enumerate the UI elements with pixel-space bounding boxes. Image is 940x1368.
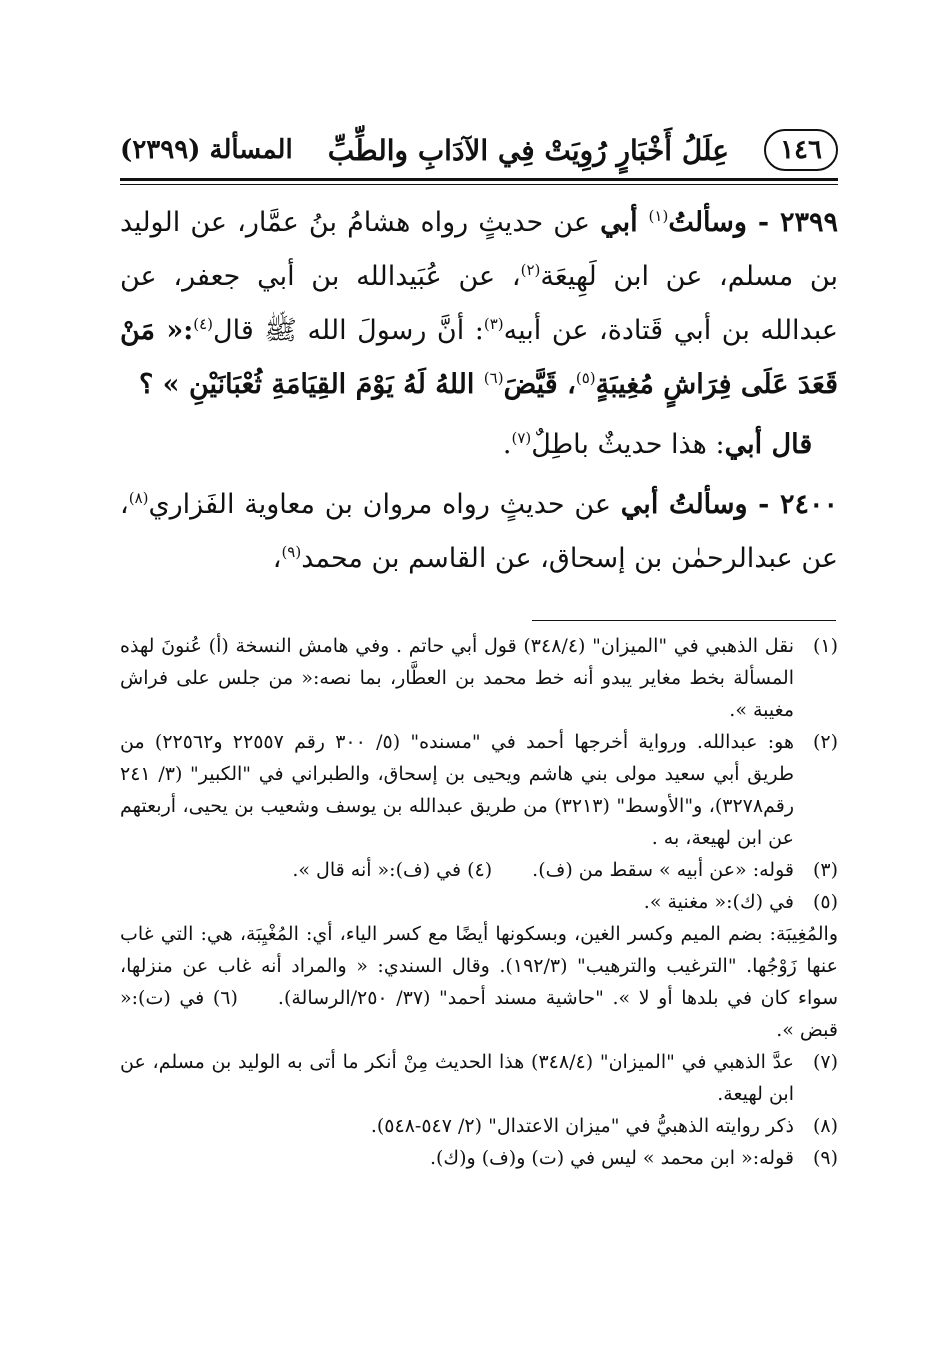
footnote-number: (٧)	[812, 1051, 838, 1073]
footnote-5-extra	[120, 918, 838, 1046]
hadith-text: ، قَيَّضَ	[503, 369, 576, 400]
entry-answer	[120, 418, 838, 472]
hadith-text: :« مَنْ قَعَدَ عَلَى فِرَاشٍ مُغِيبَةٍ	[120, 315, 838, 400]
footnote-text: والمُغِيبَة: بضم الميم وكسر الغين، وبسكونها أيضًا مع كسر الياء، أي: المُغْيِبَة، هي: التي غاب عنها زَوْجُها. "الترغيب والترهيب" (١٩٢/٣). وقال السندي: « والمراد أنه غاب عن منزلها، سواء كان في بلدها أو لا ». "حاشية مسند أحمد" (٣٧/ ٢٥٠/الرسالة).	[120, 923, 838, 1009]
answer-label: قال أبي	[724, 429, 813, 460]
footnotes	[120, 630, 838, 1174]
entry-text: ،	[272, 543, 282, 574]
answer-end: .	[502, 429, 512, 460]
footnote-text: نقل الذهبي في "الميزان" (٣٤٨/٤) قول أبي حاتم . وفي هامش النسخة (أ) عُنونَ لهذه المسألة بخط مغاير يبدو أنه خط محمد بن العطَّار، بما نصه:« من جلس على فراش مغيبة ».	[120, 635, 794, 721]
footnote-number: (٢)	[812, 731, 838, 753]
entry-2400	[120, 478, 838, 586]
footnote-ref: (٨)	[128, 489, 149, 507]
footnote-ref: (٩)	[281, 543, 302, 561]
entry-lead: - وسألتُ	[668, 489, 780, 520]
footnote-text: ذكر روايته الذهبيُّ في "ميزان الاعتدال" (٢/ ٥٤٧-٥٤٨).	[370, 1115, 794, 1137]
footnote-7	[120, 1046, 838, 1110]
header-rule-thick	[120, 178, 838, 181]
footnote-number: (٩)	[812, 1147, 838, 1169]
footnote-ref: (٣)	[483, 315, 504, 333]
entry-father: أبي	[600, 207, 649, 238]
header-rule-thin	[120, 184, 838, 185]
main-text	[120, 196, 838, 592]
answer-text: : هذا حديثٌ باطِلٌ	[531, 429, 725, 460]
footnote-number: (٣)	[812, 859, 838, 881]
footnote-9	[120, 1142, 838, 1174]
footnote-text: قوله:« ابن محمد » ليس في (ت) و(ف) و(ك).	[429, 1147, 794, 1169]
footnote-text: في (ف):« أنه قال ».	[292, 859, 462, 881]
entry-number: ٢٤٠٠	[779, 489, 838, 520]
footnote-1	[120, 630, 838, 726]
entry-text: عن حديثٍ رواه مروان بن معاوية الفَزاري	[148, 489, 621, 520]
entry-number: ٢٣٩٩	[780, 207, 839, 238]
entry-text: : أنَّ رسولَ الله ﷺ قال	[213, 315, 484, 346]
hadith-text: اللهُ لَهُ يَوْمَ القِيَامَةِ ثُعْبَانَيْنِ » ؟	[138, 369, 484, 400]
footnote-text: هو: عبدالله. ورواية أخرجها أحمد في "مسنده" (٥/ ٣٠٠ رقم ٢٢٥٥٧ و٢٢٥٦٢) من طريق أبي سعيد مولى بني هاشم ويحيى بن إسحاق، والطبراني في "الكبير" (٣/ ٢٤١ رقم٣٢٧٨)، و"الأوسط" (٣٢١٣) من طريق عبدالله بن يوسف وشعيب بن يحيى، أربعتهم عن ابن لهيعة، به .	[120, 731, 794, 849]
entry-father: أبي	[620, 489, 669, 520]
issue-label: المسألة (٢٣٩٩)	[120, 135, 293, 165]
footnote-ref: (٢)	[520, 261, 541, 279]
footnote-8	[120, 1110, 838, 1142]
footnote-2	[120, 726, 838, 854]
footnote-ref: (٤)	[193, 315, 213, 333]
footnote-ref: (١)	[648, 207, 669, 225]
footnote-text: قوله: «عن أبيه » سقط من (ف).	[532, 859, 794, 881]
footnote-5	[120, 886, 838, 918]
entry-text: ، عن عُبَيدالله بن أبي جعفر، عن عبدالله بن أبي قَتادة، عن أبيه	[120, 261, 838, 346]
footnote-text: في (ك):« مغنية ».	[643, 891, 794, 913]
footnote-number: (٤)	[467, 859, 493, 881]
footnote-ref: (٧)	[511, 429, 532, 447]
entry-2399	[120, 196, 838, 412]
footnote-3-4	[120, 854, 838, 886]
entry-text: عن حديثٍ رواه هشامُ بنُ عمَّار، عن الوليد بن مسلم، عن ابن لَهِيعَة	[120, 207, 838, 292]
footnote-number: (٥)	[812, 891, 838, 913]
footnote-text: في (ت):« قبض ».	[120, 987, 838, 1041]
footnote-ref: (٥)	[575, 369, 596, 387]
footnote-text: عدَّ الذهبي في "الميزان" (٣٤٨/٤) هذا الحديث مِنْ أنكر ما أتى به الوليد بن مسلم، عن ابن لهيعة.	[120, 1051, 794, 1105]
footnote-number: (٦)	[212, 987, 238, 1009]
entry-lead: - وسألتُ	[668, 207, 780, 238]
entry-text: ، عن عبدالرحمٰن بن إسحاق، عن القاسم بن محمد	[120, 489, 838, 574]
footnote-number: (١)	[812, 635, 838, 657]
page-header	[120, 128, 838, 172]
footnote-ref: (٦)	[483, 369, 504, 387]
footnote-separator	[532, 620, 836, 621]
page-number: ١٤٦	[764, 129, 838, 171]
running-title: عِلَلُ أَخْبَارٍ رُوِيَتْ فِي الآدَابِ والطِّبِّ	[327, 133, 729, 167]
footnote-number: (٨)	[812, 1115, 838, 1137]
